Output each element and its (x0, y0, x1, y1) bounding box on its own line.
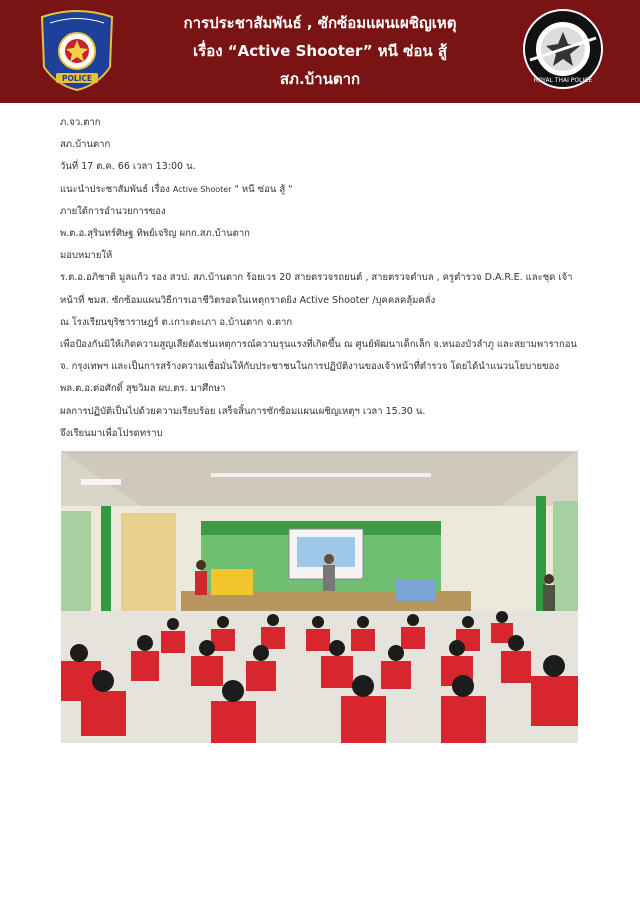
assignees-paragraph: ร.ต.อ.อภิชาติ มูลแก้ว รอง สวป. สภ.บ้านตาก ร้อยเวร 20 สายตรวจรถยนต์ , สายตรวจตำบล , ครูตำรวจ D.A.R.E. และชุด เจ้าหน้าที่ ชมส. ซักซ้อมแผนวิธีการเอาชีวิตรอดในเหตุกราดยิง Active Shooter /บุคคลคลุ้มคลั่ง (60, 272, 573, 306)
assign-line: มอบหมายให้ (60, 250, 113, 262)
location-line: ณ โรงเรียนขุริชาราษฎร์ ต.เกาะตะเภา อ.บ้านตาก จ.ตาก (60, 316, 293, 328)
police-station-emblem-icon (38, 9, 116, 91)
page-title-line-1: การประชาสัมพันธ์ , ซักซ้อมแผนเผชิญเหตุ (183, 14, 457, 32)
topic-english: Active Shooter (172, 184, 232, 194)
commander-line: พ.ต.อ.สุรินทร์ศิษฐ ทิพย์เจริญ ผกก.สภ.บ้านตาก (60, 228, 250, 240)
closing-line: จึงเรียนมาเพื่อโปรดทราบ (60, 427, 163, 439)
result-line: ผลการปฏิบัติเป็นไปด้วยความเรียบร้อย เสร็จสิ้นการซักซ้อมแผนเผชิญเหตุฯ เวลา 15.30 น. (60, 405, 426, 417)
topic-prefix: แนะนำประชาสัมพันธ์ เรื่อง (60, 183, 173, 195)
svg-text:POLICE: POLICE (61, 74, 93, 83)
royal-thai-police-seal-icon (522, 8, 604, 90)
topic-line (60, 179, 580, 201)
date-line: วันที่ 17 ต.ค. 66 เวลา 13:00 น. (60, 161, 196, 173)
event-photo (61, 451, 578, 743)
station-line: สภ.บ้านตาก (60, 139, 111, 151)
page-title-line-2: เรื่อง “Active Shooter” หนี ซ่อน สู้ (193, 42, 447, 60)
classroom-scene-icon (61, 451, 578, 743)
page-title-line-3: สภ.บ้านตาก (279, 70, 361, 88)
province-line: ภ.จว.ตาก (60, 117, 101, 128)
document-body (60, 112, 580, 445)
svg-text:ROYAL THAI POLICE: ROYAL THAI POLICE (533, 77, 593, 84)
header-banner (0, 0, 640, 103)
topic-suffix: " หนี ซ่อน สู้ " (231, 183, 293, 195)
command-line: ภายใต้การอำนวยการของ (60, 205, 166, 217)
purpose-paragraph: เพื่อป้องกันมิให้เกิดความสูญเสียดังเช่นเหตุการณ์ความรุนแรงที่เกิดขึ้น ณ ศูนย์พัฒนาเด็กเล็ก จ.หนองบัวลำภู และสยามพารากอน จ. กรุงเทพฯ และเป็นการสร้างความเชื่อมั่นให้กับประชาชนในการปฏิบัติงานของเจ้าหน้าที่ตำรวจ โดยได้นำแนวนโยบายของ พล.ต.อ.ต่อศักดิ์ สุขวิมล ผบ.ตร. มาศึกษา (60, 339, 577, 395)
